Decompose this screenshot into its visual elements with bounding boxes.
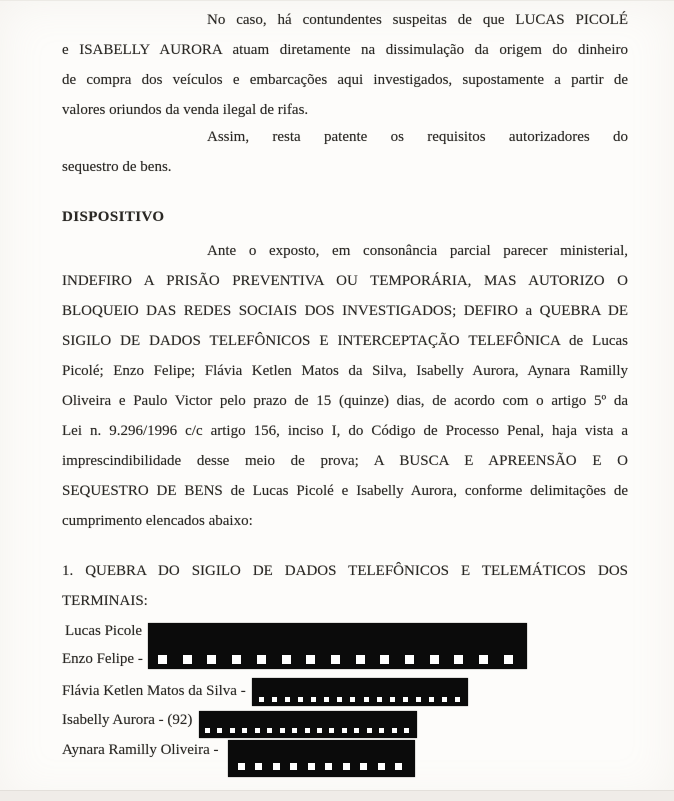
redaction-dots	[238, 762, 402, 770]
paragraph-line: No caso, há contundentes suspeitas de que LUCAS PICOLÉ	[207, 12, 628, 28]
redaction-dot	[292, 728, 297, 733]
redaction-dot	[298, 697, 303, 702]
terminal-label-lucas: Lucas Picole	[65, 623, 143, 639]
redaction-dot	[255, 763, 262, 770]
redaction-dot	[337, 697, 342, 702]
paragraph-line: Picolé; Enzo Felipe; Flávia Ketlen Matos da Silva, Isabelly Aurora, Aynara Ramilly	[62, 363, 628, 379]
heading-line: 1. QUEBRA DO SIGILO DE DADOS TELEFÔNICOS E TELEMÁTICOS DOS	[62, 563, 628, 579]
redaction-bar-aynara	[228, 740, 415, 777]
redaction-dot	[273, 763, 280, 770]
redaction-dot	[242, 728, 247, 733]
section-heading-dispositivo	[62, 202, 628, 232]
redaction-dot	[430, 655, 439, 664]
redaction-dot	[416, 697, 421, 702]
terminal-label-aynara: Aynara Ramilly Oliveira -	[62, 742, 219, 758]
paragraph-line: sequestro de bens.	[62, 159, 172, 175]
redaction-dot	[380, 655, 389, 664]
redaction-dot	[207, 655, 216, 664]
redaction-dot	[305, 728, 310, 733]
redaction-dot	[325, 763, 332, 770]
redaction-dot	[317, 728, 322, 733]
redaction-dot	[354, 728, 359, 733]
redaction-dot	[403, 697, 408, 702]
redaction-dot	[442, 697, 447, 702]
redaction-dot	[259, 697, 264, 702]
redaction-dot	[183, 655, 192, 664]
redaction-dot	[282, 655, 291, 664]
paragraph-conclusion	[62, 122, 628, 182]
heading-line: TERMINAIS:	[62, 593, 148, 609]
redaction-dots	[259, 696, 460, 702]
redaction-dot	[379, 728, 384, 733]
redaction-dot	[331, 655, 340, 664]
redaction-dot	[350, 697, 355, 702]
redaction-dot	[392, 728, 397, 733]
redaction-dot	[329, 728, 334, 733]
redaction-dot	[217, 728, 222, 733]
terminal-label-flavia: Flávia Ketlen Matos da Silva -	[62, 683, 246, 699]
paragraph-line: Assim, resta patente os requisitos autorizadores do	[207, 129, 628, 145]
redaction-dot	[504, 655, 513, 664]
paragraph-line: INDEFIRO A PRISÃO PREVENTIVA OU TEMPORÁRIA, MAS AUTORIZO O	[62, 273, 628, 289]
redaction-dot	[364, 697, 369, 702]
redaction-dots	[158, 655, 513, 664]
redaction-dot	[280, 728, 285, 733]
redaction-dot	[342, 728, 347, 733]
redaction-dot	[324, 697, 329, 702]
redaction-dot	[367, 728, 372, 733]
paragraph-decision	[62, 236, 628, 536]
redaction-dot	[158, 655, 167, 664]
paragraph-line: Ante o exposto, em consonância parcial parecer ministerial,	[207, 243, 628, 259]
paragraph-line: imprescindibilidade desse meio de prova; A BUSCA E APREENSÃO E O	[62, 453, 628, 469]
paragraph-line: Lei n. 9.296/1996 c/c artigo 156, inciso I, do Código de Processo Penal, haja vista a	[62, 423, 628, 439]
redaction-bar-lucas-enzo	[148, 623, 527, 669]
redaction-dot	[290, 763, 297, 770]
redaction-dot	[205, 728, 210, 733]
redaction-bar-flavia	[252, 678, 468, 706]
paragraph-line: valores oriundos da venda ilegal de rifas.	[62, 102, 309, 118]
paragraph-suspicion	[62, 5, 628, 125]
paragraph-line: de compra dos veículos e embarcações aqui investigados, supostamente a partir de	[62, 72, 628, 88]
paragraph-line: Oliveira e Paulo Victor pelo prazo de 15 (quinze) dias, de acordo com o artigo 5º da	[62, 393, 628, 409]
redaction-dot	[255, 728, 260, 733]
redaction-dot	[306, 655, 315, 664]
terminal-label-isabelly: Isabelly Aurora - (92)	[62, 712, 193, 728]
terminal-label-enzo: Enzo Felipe -	[62, 651, 143, 667]
redaction-dot	[230, 728, 235, 733]
redaction-dot	[343, 763, 350, 770]
redaction-dot	[272, 697, 277, 702]
redaction-dot	[378, 763, 385, 770]
redaction-dots	[205, 727, 409, 733]
redaction-dot	[308, 763, 315, 770]
paragraph-line: SEQUESTRO DE BENS de Lucas Picolé e Isabelly Aurora, conforme delimitações de	[62, 483, 628, 499]
paragraph-line: e ISABELLY AURORA atuam diretamente na dissimulação da origem do dinheiro	[62, 42, 628, 58]
redaction-bar-isabelly	[199, 711, 417, 738]
redaction-dot	[232, 655, 241, 664]
redaction-dot	[454, 655, 463, 664]
paragraph-line: BLOQUEIO DAS REDES SOCIAIS DOS INVESTIGADOS; DEFIRO a QUEBRA DE	[62, 303, 628, 319]
redaction-dot	[429, 697, 434, 702]
redaction-dot	[455, 697, 460, 702]
redaction-dot	[311, 697, 316, 702]
redaction-dot	[267, 728, 272, 733]
redaction-dot	[356, 655, 365, 664]
redaction-dot	[377, 697, 382, 702]
paragraph-line: SIGILO DE DADOS TELEFÔNICOS E INTERCEPTAÇÃO TELEFÔNICA de Lucas	[62, 333, 628, 349]
redaction-dot	[285, 697, 290, 702]
redaction-dot	[360, 763, 367, 770]
redaction-dot	[404, 728, 409, 733]
page-bottom-strip	[0, 790, 674, 801]
paragraph-line: cumprimento elencados abaixo:	[62, 513, 253, 529]
heading-text: DISPOSITIVO	[62, 209, 165, 225]
redaction-dot	[390, 697, 395, 702]
redaction-dot	[238, 763, 245, 770]
redaction-dot	[479, 655, 488, 664]
redaction-dot	[257, 655, 266, 664]
redaction-dot	[405, 655, 414, 664]
item1-heading	[62, 556, 628, 616]
redaction-dot	[395, 763, 402, 770]
